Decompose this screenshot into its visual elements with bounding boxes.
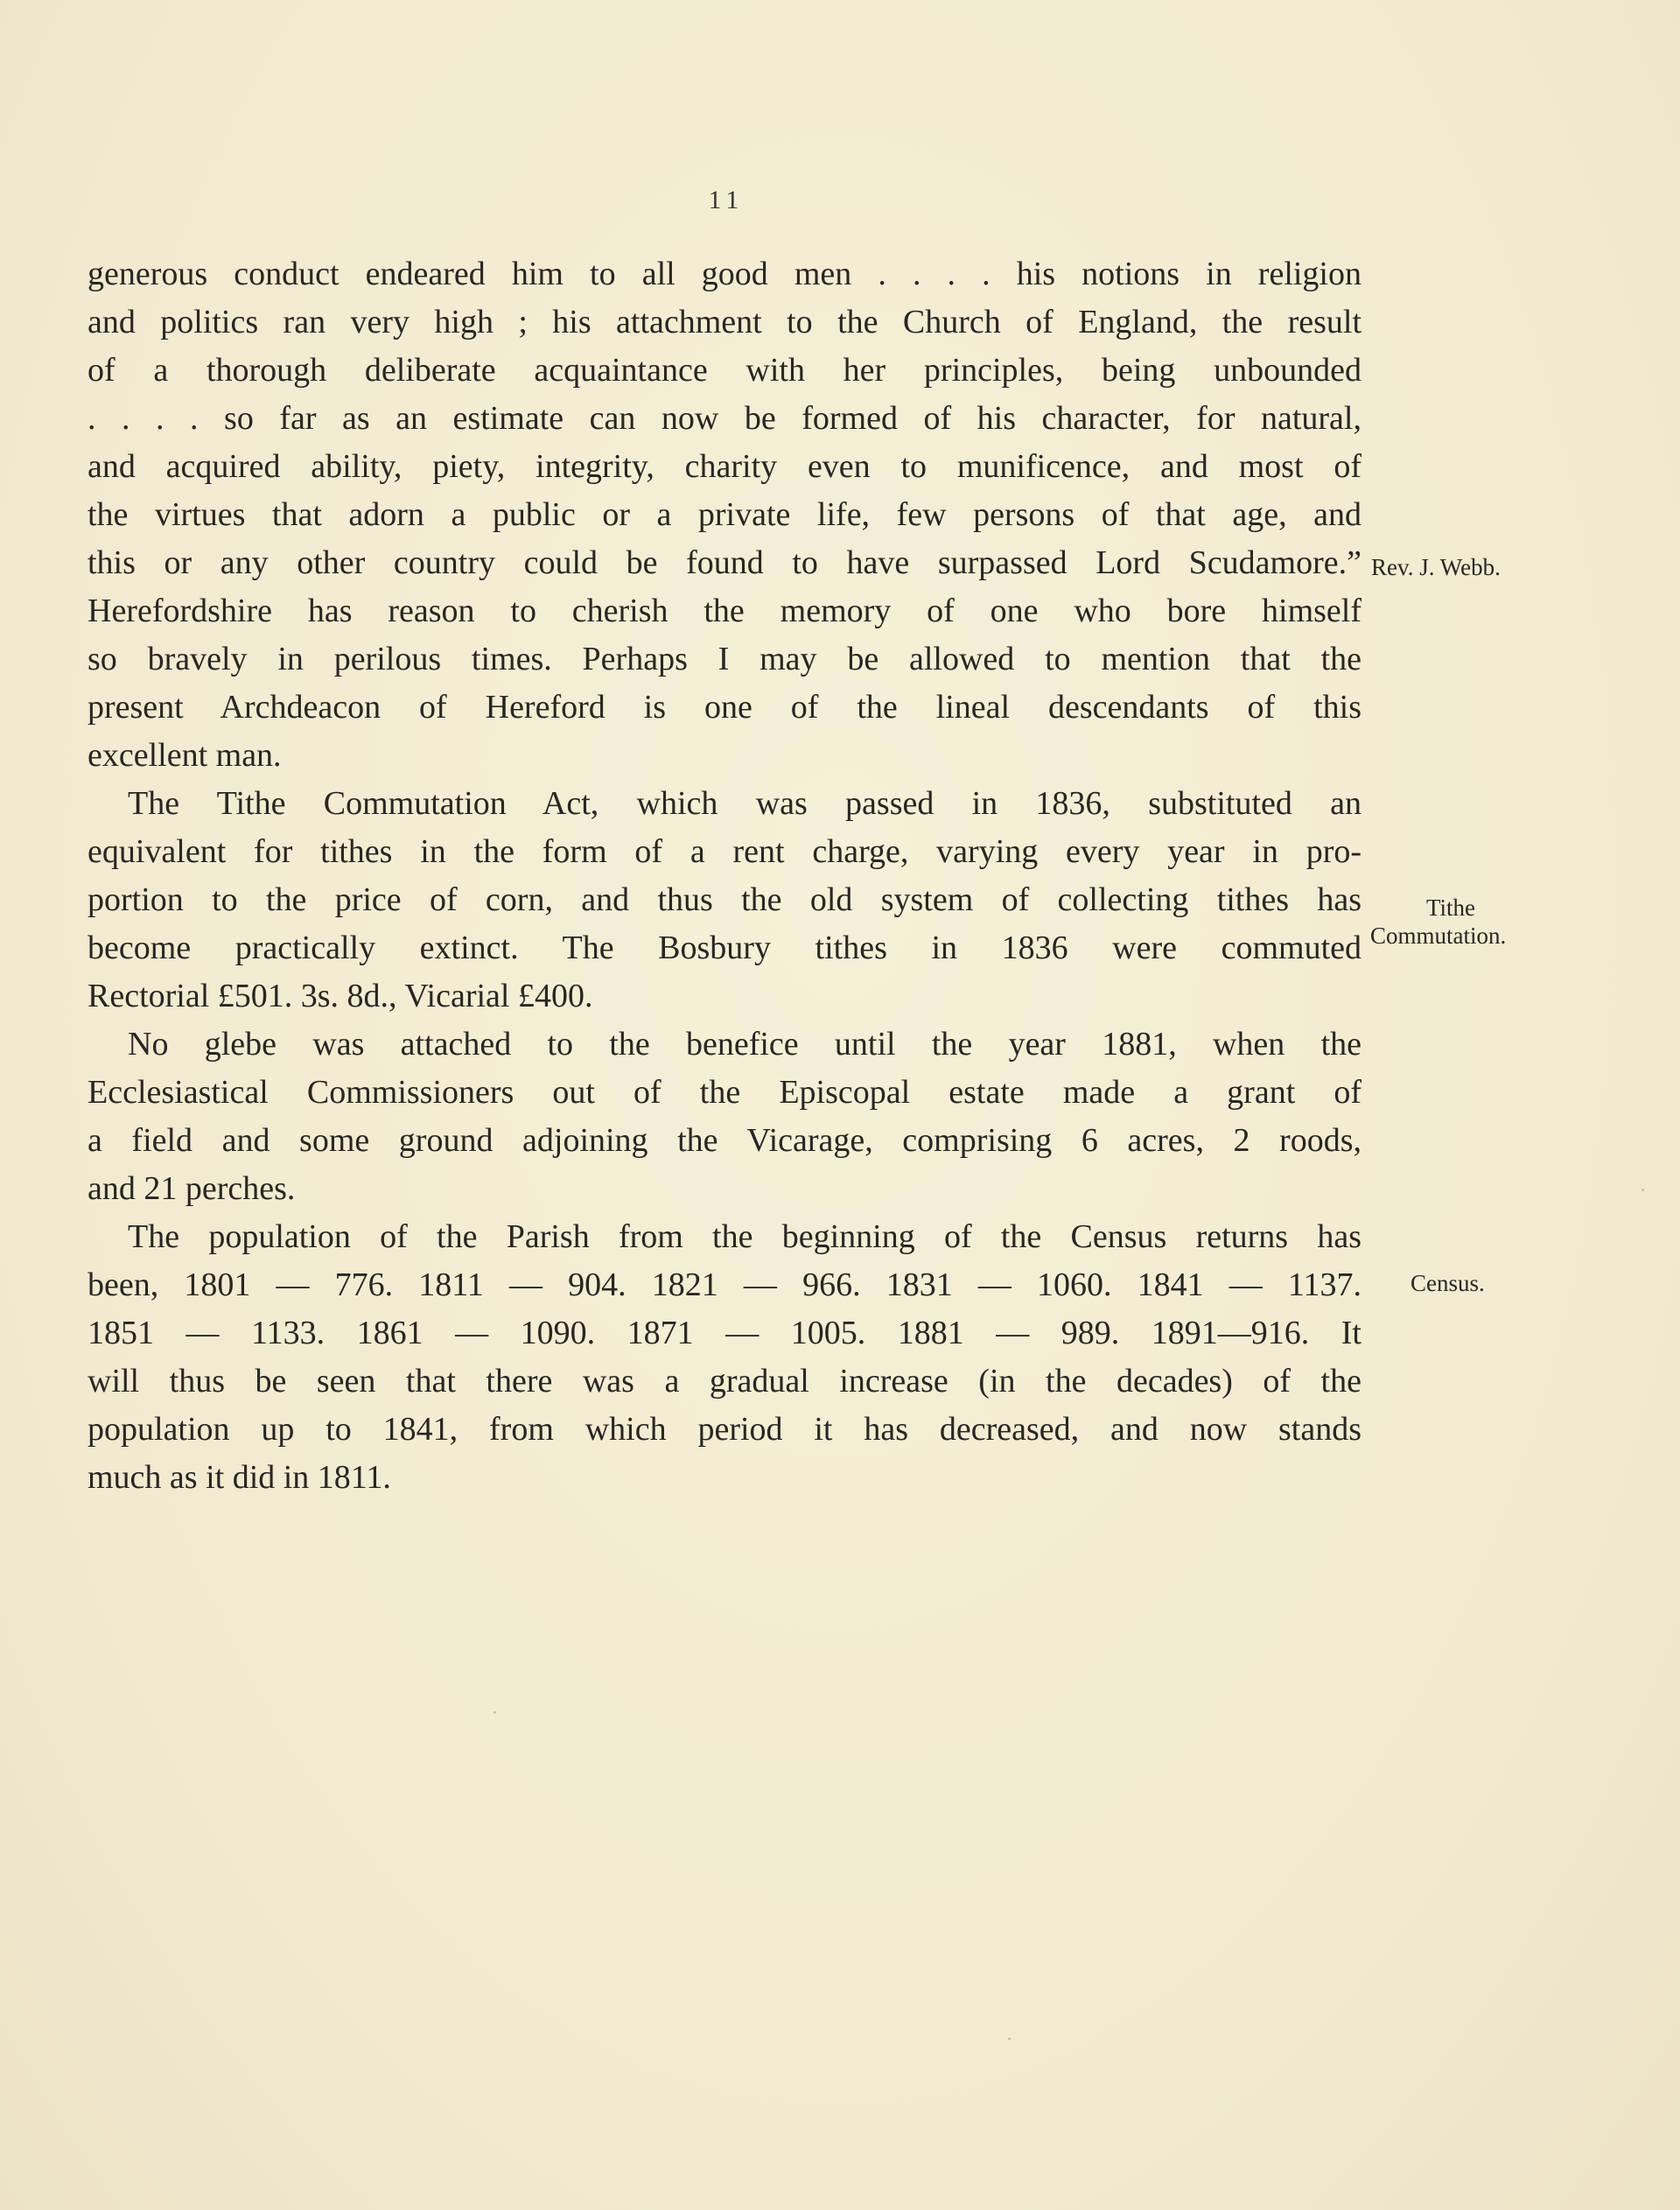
text-line: so bravely in perilous times. Perhaps I may be allowed to mention that the xyxy=(88,641,1362,677)
text-line: . . . . so far as an estimate can now be formed of his character, for natural, xyxy=(88,400,1362,437)
text-line: this or any other country could be found to have surpassed Lord Scudamore.” xyxy=(88,544,1362,581)
text-line: present Archdeacon of Hereford is one of the lineal descendants of this xyxy=(88,689,1362,726)
paper-speck xyxy=(494,1711,496,1714)
text-line: population up to 1841, from which period it has decreased, and now stands xyxy=(88,1411,1362,1448)
text-line: a field and some ground adjoining the Vicarage, comprising 6 acres, 2 roods, xyxy=(88,1122,1362,1159)
text-line: portion to the price of corn, and thus the old system of collecting tithes has xyxy=(88,881,1362,918)
text-line: excellent man. xyxy=(88,737,282,774)
paper-speck xyxy=(1008,2038,1011,2040)
text-line: and acquired ability, piety, integrity, charity even to munificence, and most of xyxy=(88,448,1362,485)
page-number: 11 xyxy=(708,186,745,214)
sidenote-webb: Rev. J. Webb. xyxy=(1371,554,1501,580)
text-line: been, 1801 — 776. 1811 — 904. 1821 — 966. 1831 — 1060. 1841 — 1137. xyxy=(88,1266,1362,1303)
text-line: Ecclesiastical Commissioners out of the Episcopal estate made a grant of xyxy=(88,1074,1362,1111)
text-line: of a thorough deliberate acquaintance with her principles, being unbounded xyxy=(88,352,1362,389)
text-line: and 21 perches. xyxy=(88,1170,296,1207)
text-line: Rectorial £501. 3s. 8d., Vicarial £400. xyxy=(88,978,593,1014)
text-line: Herefordshire has reason to cherish the memory of one who bore himself xyxy=(88,593,1362,629)
sidenote-tithe: Tithe xyxy=(1426,895,1476,921)
text-line: The population of the Parish from the beginning of the Census returns has xyxy=(128,1218,1362,1255)
text-line: equivalent for tithes in the form of a rent charge, varying every year in pro- xyxy=(88,833,1362,870)
text-line: much as it did in 1811. xyxy=(88,1459,391,1496)
paper-speck xyxy=(1642,1189,1644,1191)
text-line: will thus be seen that there was a gradual increase (in the decades) of the xyxy=(88,1363,1362,1400)
text-line: the virtues that adorn a public or a private life, few persons of that age, and xyxy=(88,496,1362,533)
text-line: generous conduct endeared him to all good men . . . . his notions in religion xyxy=(88,256,1362,292)
sidenote-commutation: Commutation. xyxy=(1370,923,1507,949)
text-line: The Tithe Commutation Act, which was passed in 1836, substituted an xyxy=(128,785,1362,822)
body-text xyxy=(88,250,1362,1502)
text-line: 1851 — 1133. 1861 — 1090. 1871 — 1005. 1881 — 989. 1891—916. It xyxy=(88,1315,1362,1351)
text-line: become practically extinct. The Bosbury tithes in 1836 were commuted xyxy=(88,930,1362,966)
sidenote-census: Census. xyxy=(1410,1270,1485,1296)
text-line: and politics ran very high ; his attachment to the Church of England, the result xyxy=(88,304,1362,340)
text-line: No glebe was attached to the benefice until the year 1881, when the xyxy=(128,1026,1362,1063)
